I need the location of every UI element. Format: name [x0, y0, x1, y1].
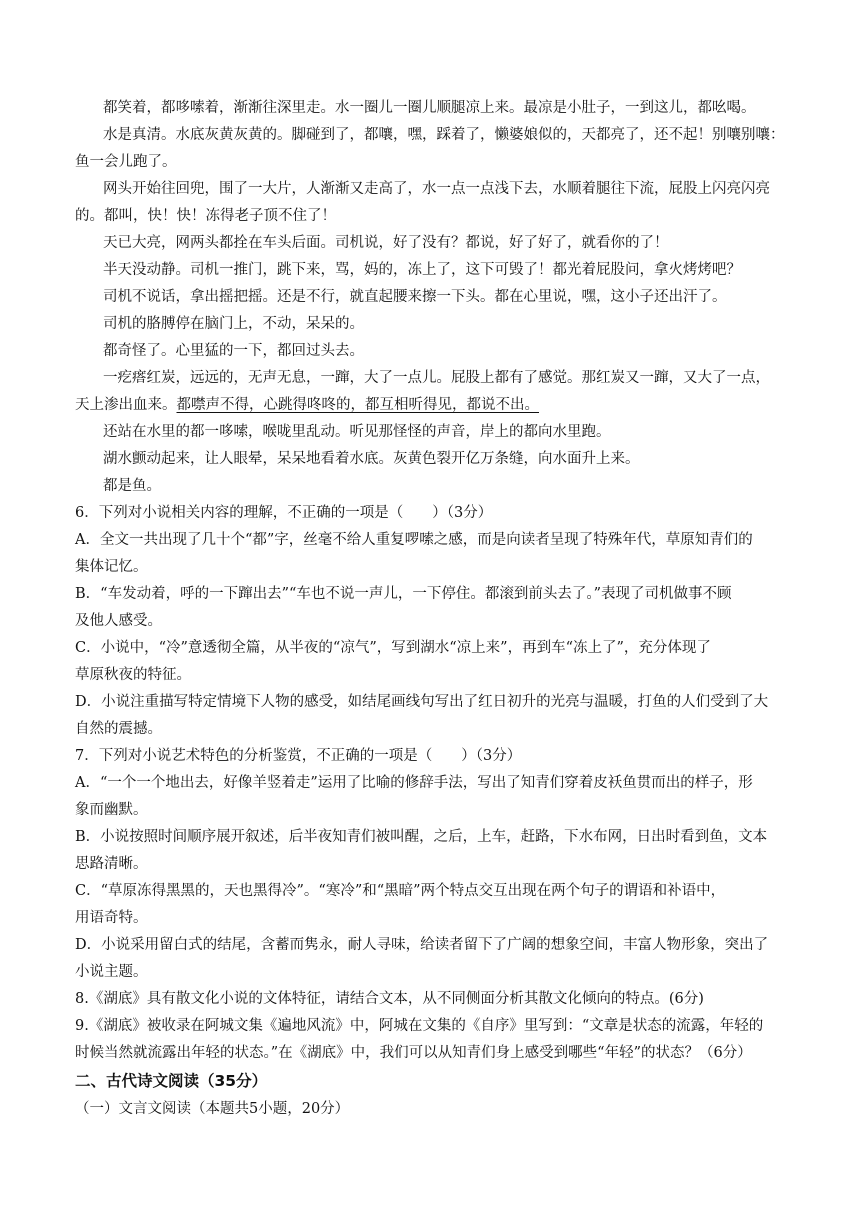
story-paragraph-continuation [75, 395, 539, 415]
question-6-option-a: A．全文一共出现了几十个“都”字，丝毫不给人重复啰嗦之感，而是向读者呈现了特殊年代，草原知青们的 [75, 532, 753, 548]
question-7-option-b: B．小说按照时间顺序展开叙述，后半夜知青们被叫醒，之后，上车，赶路，下水布网，日出时看到鱼，文本 [75, 829, 768, 845]
section-heading: 二、古代诗文阅读（35分） [75, 1072, 268, 1090]
story-plain-text: 天上渗出血来。 [75, 397, 177, 413]
question-8: 8.《湖底》具有散文化小说的文体特征，请结合文本，从不同侧面分析其散文化倾向的特点。(6分) [75, 991, 704, 1007]
question-6-option-d: D．小说注重描写特定情境下人物的感受，如结尾画线句写出了红日初升的光亮与温暖，打鱼的人们受到了大 [75, 694, 769, 710]
question-7-option-d-cont: 小说主题。 [75, 964, 148, 980]
story-paragraph: 天已大亮，网两头都拴在车头后面。司机说，好了没有？都说，好了好了，就看你的了！ [103, 235, 669, 251]
story-paragraph: 网头开始往回兜，围了一大片，人渐渐又走高了，水一点一点浅下去，水顺着腿往下流，屁股上闪亮闪亮 [103, 181, 770, 197]
story-paragraph: 一疙瘩红炭，远远的，无声无息，一蹿，大了一点儿。屁股上都有了感觉。那红炭又一蹿，又大了一点， [103, 370, 770, 386]
question-7-option-d: D．小说采用留白式的结尾，含蓄而隽永，耐人寻味，给读者留下了广阔的想象空间，丰富人物形象，突出了 [75, 937, 769, 953]
question-6-stem: 6．下列对小说相关内容的理解，不正确的一项是（ ）（3分） [75, 505, 493, 521]
question-6-option-b: B．“车发动着，呼的一下蹿出去”“车也不说一声儿，一下停住。都滚到前头去了。”表现了司机做事不顾 [75, 586, 732, 602]
question-7-option-b-cont: 思路清晰。 [75, 856, 148, 872]
question-6-option-c-cont: 草原秋夜的特征。 [75, 667, 191, 683]
story-paragraph: 半天没动静。司机一推门，跳下来，骂，妈的，冻上了，这下可毁了！都光着屁股问，拿火烤烤吧？ [103, 262, 741, 278]
story-paragraph: 司机不说话，拿出摇把摇。还是不行，就直起腰来擦一下头。都在心里说，嘿，这小子还出汗了。 [103, 289, 727, 305]
story-paragraph: 司机的胳膊停在脑门上，不动，呆呆的。 [103, 316, 364, 332]
question-7-option-c-cont: 用语奇特。 [75, 910, 148, 926]
story-paragraph-continuation: 鱼一会儿跑了。 [75, 154, 177, 170]
question-7-stem: 7．下列对小说艺术特色的分析鉴赏，不正确的一项是（ ）（3分） [75, 748, 522, 764]
story-paragraph-continuation: 的。都叫，快！快！冻得老子顶不住了！ [75, 208, 336, 224]
story-paragraph: 水是真清。水底灰黄灰黄的。脚碰到了，都嚷，嘿，踩着了，懒婆娘似的，天都亮了，还不起！别嚷别嚷： [103, 127, 785, 143]
question-7-option-c: C．“草原冻得黑黑的，天也黑得冷”。“寒冷”和“黑暗”两个特点交互出现在两个句子的谓语和补语中， [75, 883, 726, 899]
subsection-heading: （一）文言文阅读（本题共5小题，20分） [75, 1101, 350, 1117]
story-paragraph: 都是鱼。 [103, 478, 161, 494]
underlined-sentence: 都噤声不得，心跳得咚咚的，都互相听得见，都说不出。 [176, 397, 539, 413]
question-6-option-c: C．小说中，“冷”意透彻全篇，从半夜的“凉气”，写到湖水“凉上来”，再到车“冻上了”，充分体现了 [75, 640, 711, 656]
story-paragraph: 都笑着，都哆嗦着，渐渐往深里走。水一圈儿一圈儿顺腿凉上来。最凉是小肚子，一到这儿，都吆喝。 [103, 100, 756, 116]
question-6-option-a-cont: 集体记忆。 [75, 559, 148, 575]
question-6-option-b-cont: 及他人感受。 [75, 613, 162, 629]
question-6-option-d-cont: 自然的震撼。 [75, 721, 162, 737]
question-7-option-a-cont: 象而幽默。 [75, 802, 148, 818]
question-9: 9.《湖底》被收录在阿城文集《遍地风流》中，阿城在文集的《自序》里写到：“文章是状态的流露，年轻的 [75, 1018, 764, 1034]
story-paragraph: 湖水颤动起来，让人眼晕，呆呆地看着水底。灰黄色裂开亿万条缝，向水面升上来。 [103, 451, 640, 467]
question-7-option-a: A．“一个一个地出去，好像羊竖着走”运用了比喻的修辞手法，写出了知青们穿着皮袄鱼贯而出的样子，形 [75, 775, 753, 791]
story-paragraph: 还站在水里的都一哆嗦，喉咙里乱动。听见那怪怪的声音，岸上的都向水里跑。 [103, 424, 611, 440]
question-9-cont: 时候当然就流露出年轻的状态。”在《湖底》中，我们可以从知青们身上感受到哪些“年轻”的状态？（6分） [75, 1045, 752, 1061]
story-paragraph: 都奇怪了。心里猛的一下，都回过头去。 [103, 343, 364, 359]
